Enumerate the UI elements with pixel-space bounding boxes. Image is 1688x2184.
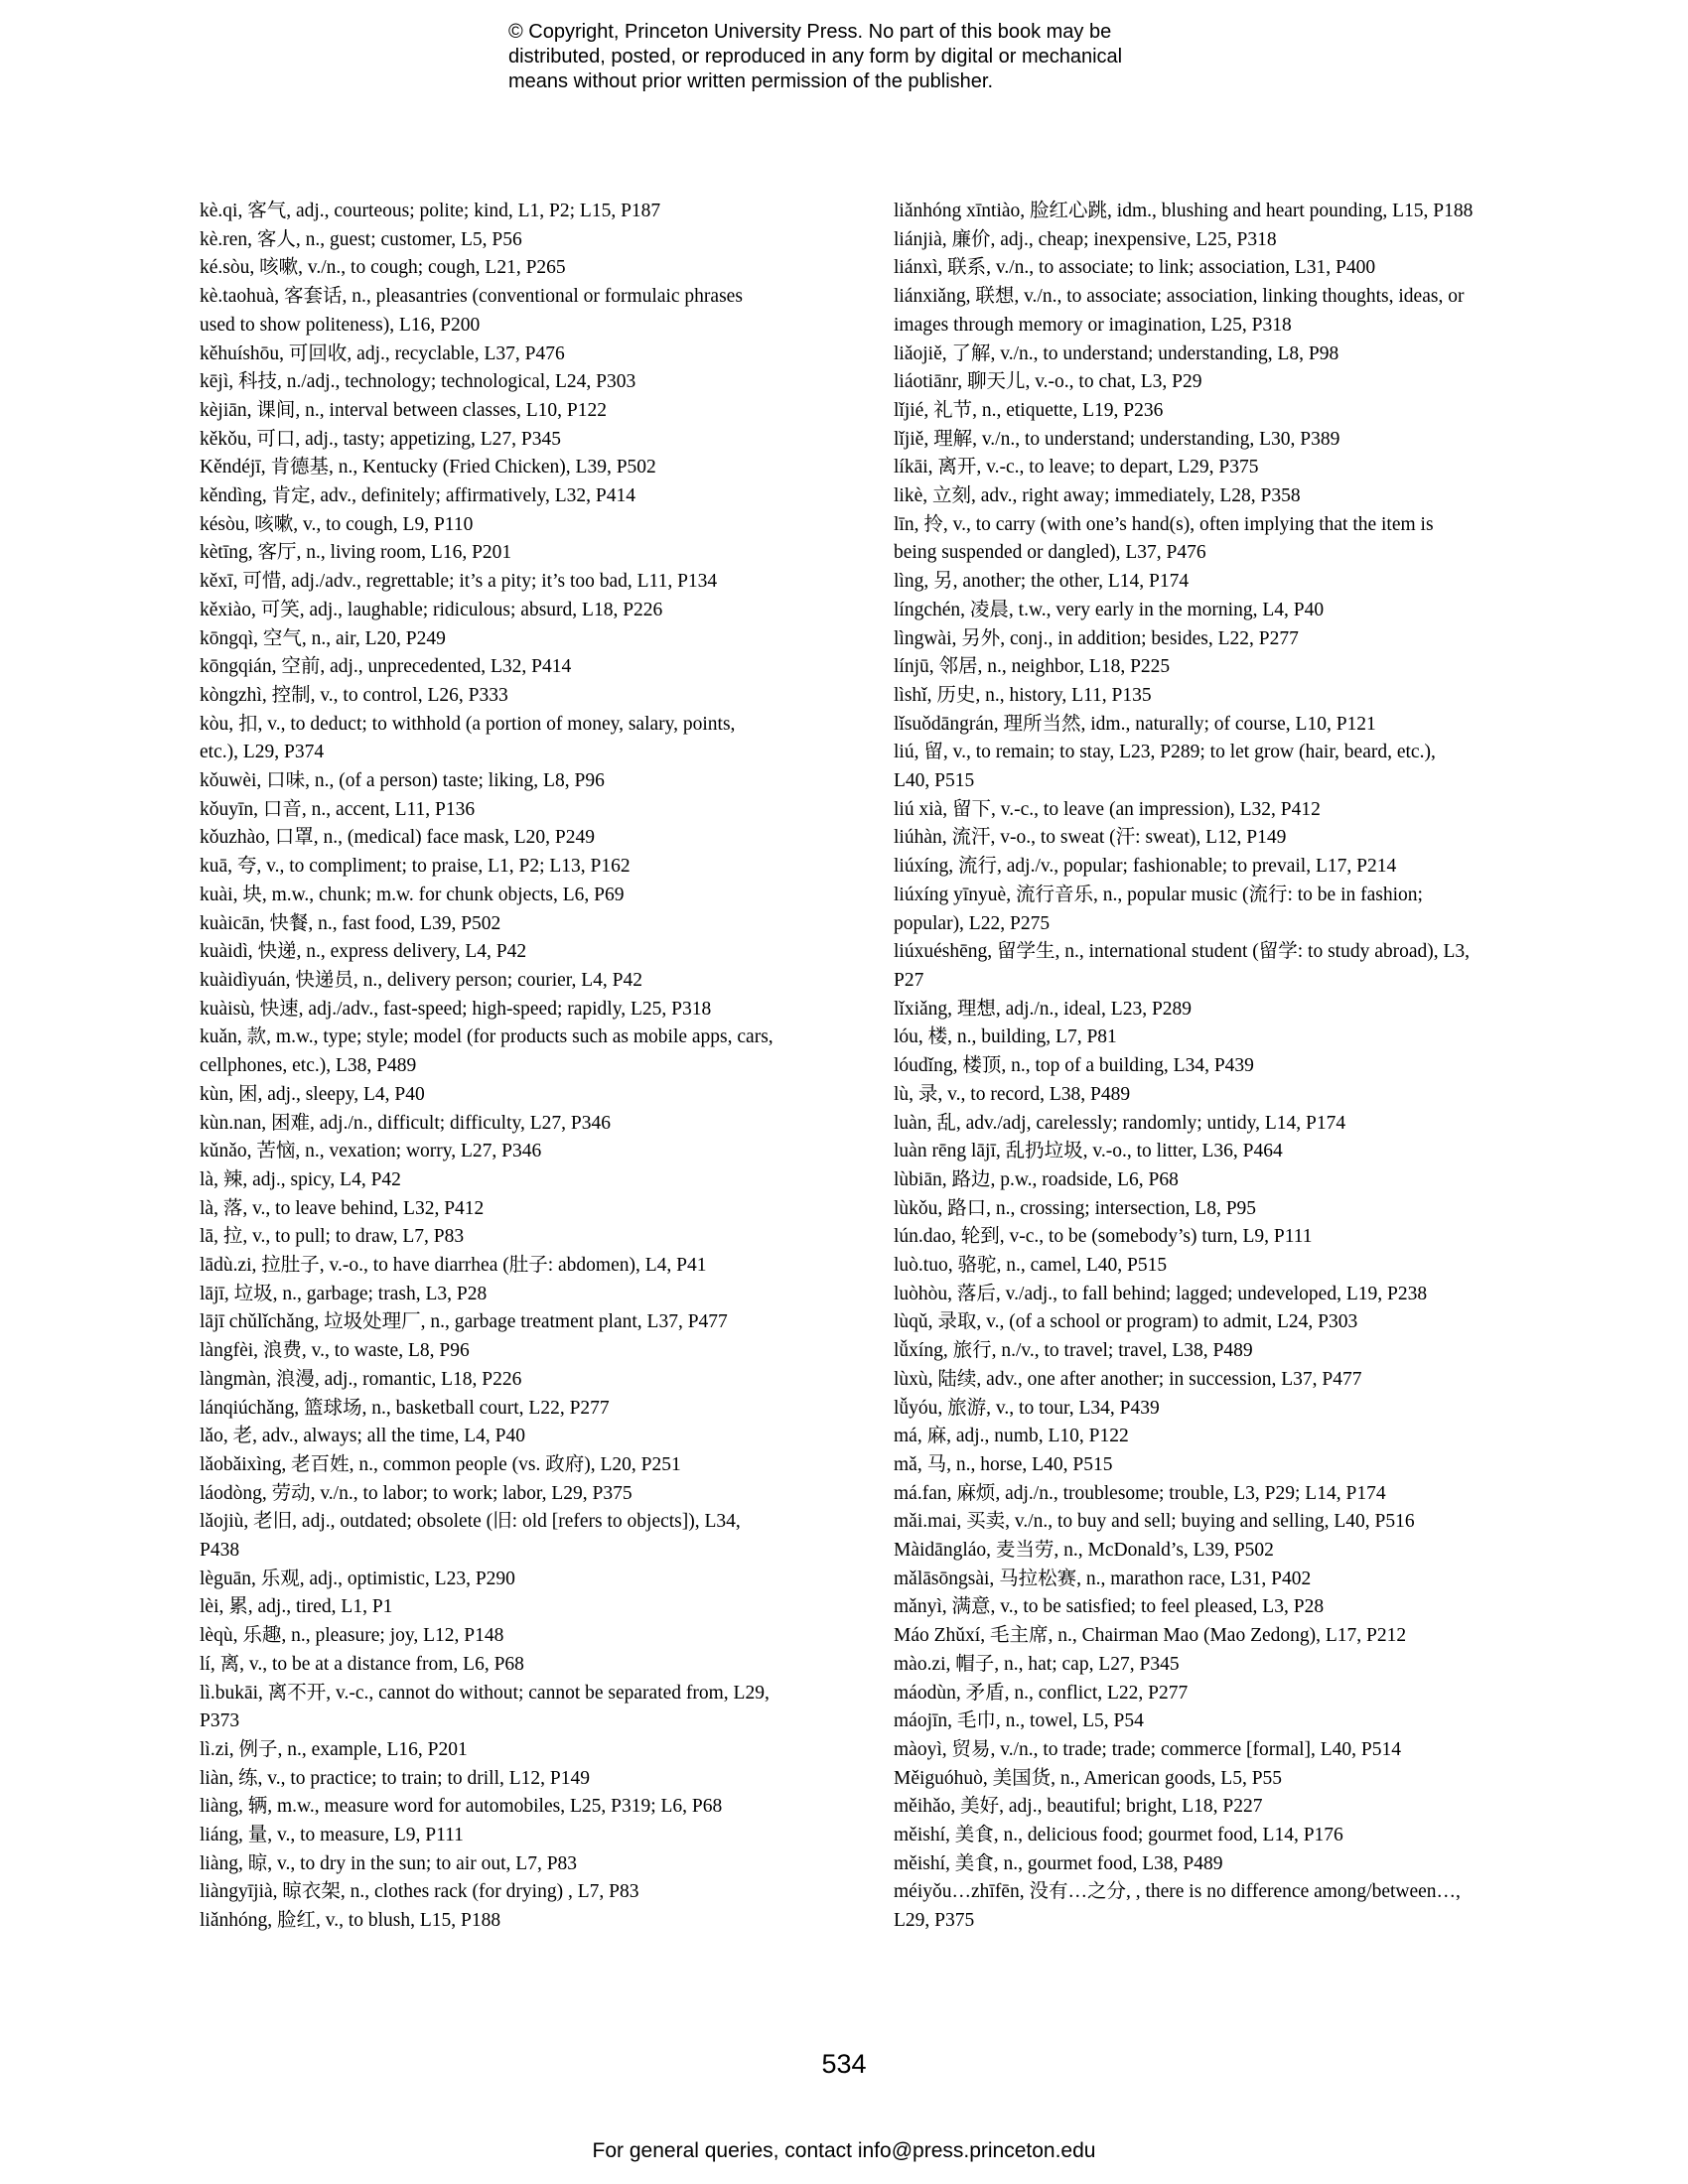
glossary-entry: láodòng, 劳动, v./n., to labor; to work; labor, L29, P375 xyxy=(200,1482,633,1504)
glossary-entry: mǎnyì, 满意, v., to be satisfied; to feel pleased, L3, P28 xyxy=(894,1596,1325,1618)
glossary-right-column xyxy=(894,198,1474,1936)
glossary-entry: lùxù, 陆续, adv., one after another; in succession, L37, P477 xyxy=(894,1368,1362,1390)
glossary-entry: Měiguóhuò, 美国货, n., American goods, L5, P55 xyxy=(894,1767,1283,1789)
glossary-entry: kǒuyīn, 口音, n., accent, L11, P136 xyxy=(200,798,476,820)
glossary-entry: liàng, 辆, m.w., measure word for automobiles, L25, P319; L6, P68 xyxy=(200,1796,723,1818)
glossary-entry: līn, 拎, v., to carry (with one’s hand(s), often implying that the item is being suspended or dangled), L37, P476 xyxy=(894,513,1434,564)
glossary-entry: línjū, 邻居, n., neighbor, L18, P225 xyxy=(894,656,1171,678)
glossary-entry: lǚyóu, 旅游, v., to tour, L34, P439 xyxy=(894,1397,1160,1419)
glossary-entry: méiyǒu…zhīfēn, 没有…之分, , there is no difference among/between…, L29, P375 xyxy=(894,1881,1461,1932)
glossary-entry: làngmàn, 浪漫, adj., romantic, L18, P226 xyxy=(200,1368,522,1390)
glossary-entry: kè.qi, 客气, adj., courteous; polite; kind, L1, P2; L15, P187 xyxy=(200,201,661,221)
glossary-entry: lóu, 楼, n., building, L7, P81 xyxy=(894,1026,1117,1048)
glossary-entry: měihǎo, 美好, adj., beautiful; bright, L18, P227 xyxy=(894,1796,1263,1818)
glossary-entry: lí, 离, v., to be at a distance from, L6, P68 xyxy=(200,1653,524,1675)
glossary-entry: kuàidìyuán, 快递员, n., delivery person; courier, L4, P42 xyxy=(200,969,643,991)
glossary-entry: lǐjié, 礼节, n., etiquette, L19, P236 xyxy=(894,399,1164,421)
glossary-entry: lājī chǔlǐchǎng, 垃圾处理厂, n., garbage treatment plant, L37, P477 xyxy=(200,1311,728,1333)
glossary-entry: kè.ren, 客人, n., guest; customer, L5, P56 xyxy=(200,228,522,250)
glossary-entry: lèi, 累, adj., tired, L1, P1 xyxy=(200,1596,393,1618)
footer-contact: For general queries, contact info@press.princeton.edu xyxy=(592,2139,1096,2162)
glossary-entry: liáotiānr, 聊天儿, v.-o., to chat, L3, P29 xyxy=(894,371,1202,393)
glossary-entry: máodùn, 矛盾, n., conflict, L22, P277 xyxy=(894,1682,1189,1704)
glossary-entry: kuǎn, 款, m.w., type; style; model (for products such as mobile apps, cars, cellphones, etc.), L38, P489 xyxy=(200,1026,774,1077)
glossary-entry: lǐxiǎng, 理想, adj./n., ideal, L23, P289 xyxy=(894,998,1193,1020)
glossary-entry: liàng, 晾, v., to dry in the sun; to air out, L7, P83 xyxy=(200,1852,578,1874)
glossary-entry: lùkǒu, 路口, n., crossing; intersection, L8, P95 xyxy=(894,1197,1257,1219)
glossary-entry: luàn rēng lājī, 乱扔垃圾, v.-o., to litter, L36, P464 xyxy=(894,1141,1283,1162)
glossary-entry: kuā, 夸, v., to compliment; to praise, L1, P2; L13, P162 xyxy=(200,856,631,878)
glossary-entry: Màidāngláo, 麦当劳, n., McDonald’s, L39, P502 xyxy=(894,1540,1274,1562)
glossary-entry: kǒuzhào, 口罩, n., (medical) face mask, L20, P249 xyxy=(200,827,596,849)
glossary-entry: likè, 立刻, adv., right away; immediately, L28, P358 xyxy=(894,485,1301,507)
glossary-entry: kěxiào, 可笑, adj., laughable; ridiculous; absurd, L18, P226 xyxy=(200,599,663,620)
glossary-entry: là, 辣, adj., spicy, L4, P42 xyxy=(200,1168,401,1190)
glossary-entry: liánxì, 联系, v./n., to associate; to link; association, L31, P400 xyxy=(894,257,1376,279)
glossary-entry: liǎnhóng, 脸红, v., to blush, L15, P188 xyxy=(200,1910,501,1932)
glossary-entry: liúxuéshēng, 留学生, n., international student (留学: to study abroad), L3, P27 xyxy=(894,941,1471,991)
glossary-entry: kējì, 科技, n./adj., technology; technological, L24, P303 xyxy=(200,371,636,393)
glossary-entry: kùn.nan, 困难, adj./n., difficult; difficulty, L27, P346 xyxy=(200,1112,611,1134)
glossary-entry: liúhàn, 流汗, v-o., to sweat (汗: sweat), L12, P149 xyxy=(894,827,1287,849)
glossary-entry: lǎobǎixìng, 老百姓, n., common people (vs. 政府), L20, P251 xyxy=(200,1453,681,1475)
glossary-entry: kěhuíshōu, 可回收, adj., recyclable, L37, P476 xyxy=(200,342,565,364)
glossary-entry: língchén, 凌晨, t.w., very early in the morning, L4, P40 xyxy=(894,599,1325,620)
glossary-entry: màoyì, 贸易, v./n., to trade; trade; commerce [formal], L40, P514 xyxy=(894,1738,1402,1760)
copyright-line: distributed, posted, or reproduced in any form by digital or mechanical xyxy=(508,46,1123,68)
glossary-entry: lùqǔ, 录取, v., (of a school or program) to admit, L24, P303 xyxy=(894,1311,1358,1333)
glossary-entry: lǐsuǒdāngrán, 理所当然, idm., naturally; of course, L10, P121 xyxy=(894,713,1376,735)
glossary-entry: lún.dao, 轮到, v-c., to be (somebody’s) turn, L9, P111 xyxy=(894,1226,1313,1248)
glossary-entry: lǎojiù, 老旧, adj., outdated; obsolete (旧: old [refers to objects]), L34, P438 xyxy=(200,1511,741,1562)
glossary-entry: lìng, 另, another; the other, L14, P174 xyxy=(894,571,1190,593)
glossary-entry: kèjiān, 课间, n., interval between classes, L10, P122 xyxy=(200,399,607,421)
glossary-entry: kuàidì, 快递, n., express delivery, L4, P42 xyxy=(200,941,527,963)
glossary-entry: liǎnhóng xīntiào, 脸红心跳, idm., blushing and heart pounding, L15, P188 xyxy=(894,201,1474,221)
copyright-notice xyxy=(508,20,1223,94)
glossary-entry: làngfèi, 浪费, v., to waste, L8, P96 xyxy=(200,1340,470,1362)
glossary-entry: là, 落, v., to leave behind, L32, P412 xyxy=(200,1197,485,1219)
glossary-entry: kòngzhì, 控制, v., to control, L26, P333 xyxy=(200,684,508,706)
glossary-entry: lùbiān, 路边, p.w., roadside, L6, P68 xyxy=(894,1168,1179,1190)
glossary-entry: Kěndéjī, 肯德基, n., Kentucky (Fried Chicken), L39, P502 xyxy=(200,457,656,478)
glossary-entry: máojīn, 毛巾, n., towel, L5, P54 xyxy=(894,1710,1144,1732)
glossary-entry: mǎlāsōngsài, 马拉松赛, n., marathon race, L31, P402 xyxy=(894,1568,1312,1589)
glossary-entry: lì.zi, 例子, n., example, L16, P201 xyxy=(200,1738,468,1760)
glossary-entry: kuàisù, 快速, adj./adv., fast-speed; high-speed; rapidly, L25, P318 xyxy=(200,998,712,1020)
glossary-entry: luàn, 乱, adv./adj, carelessly; randomly; untidy, L14, P174 xyxy=(894,1112,1346,1134)
glossary-entry: ké.sòu, 咳嗽, v./n., to cough; cough, L21, P265 xyxy=(200,257,566,279)
glossary-entry: liáng, 量, v., to measure, L9, P111 xyxy=(200,1825,464,1846)
glossary-entry: liánjià, 廉价, adj., cheap; inexpensive, L25, P318 xyxy=(894,228,1277,250)
glossary-entry: lù, 录, v., to record, L38, P489 xyxy=(894,1083,1131,1105)
glossary-entry: kěndìng, 肯定, adv., definitely; affirmatively, L32, P414 xyxy=(200,485,636,507)
glossary-entry: kěxī, 可惜, adj./adv., regrettable; it’s a pity; it’s too bad, L11, P134 xyxy=(200,571,718,593)
glossary-entry: lóudǐng, 楼顶, n., top of a building, L34, P439 xyxy=(894,1055,1254,1077)
glossary-entry: kòu, 扣, v., to deduct; to withhold (a portion of money, salary, points, etc.), L29, P374 xyxy=(200,713,736,763)
copyright-line: means without prior written permission of the publisher. xyxy=(508,70,994,92)
glossary-entry: liúxíng yīnyuè, 流行音乐, n., popular music (流行: to be in fashion; popular), L22, P275 xyxy=(894,884,1423,934)
glossary-entry: luò.tuo, 骆驼, n., camel, L40, P515 xyxy=(894,1255,1168,1277)
glossary-left-column xyxy=(200,198,777,1936)
glossary-entry: lì.bukāi, 离不开, v.-c., cannot do without; cannot be separated from, L29, P373 xyxy=(200,1682,770,1732)
copyright-line: © Copyright, Princeton University Press. No part of this book may be xyxy=(508,21,1112,43)
glossary-entry: lājī, 垃圾, n., garbage; trash, L3, P28 xyxy=(200,1283,488,1304)
glossary-entry: lǐjiě, 理解, v./n., to understand; understanding, L30, P389 xyxy=(894,428,1340,450)
glossary-entry: lìngwài, 另外, conj., in addition; besides, L22, P277 xyxy=(894,627,1299,649)
glossary-entry: kètīng, 客厅, n., living room, L16, P201 xyxy=(200,542,512,564)
glossary-entry: lā, 拉, v., to pull; to draw, L7, P83 xyxy=(200,1226,465,1248)
glossary-entry: luòhòu, 落后, v./adj., to fall behind; lagged; undeveloped, L19, P238 xyxy=(894,1283,1428,1304)
glossary-entry: Máo Zhǔxí, 毛主席, n., Chairman Mao (Mao Zedong), L17, P212 xyxy=(894,1625,1407,1647)
glossary-entry: kōngqì, 空气, n., air, L20, P249 xyxy=(200,627,446,649)
glossary-entry: měishí, 美食, n., delicious food; gourmet food, L14, P176 xyxy=(894,1825,1343,1846)
glossary-entry: lèguān, 乐观, adj., optimistic, L23, P290 xyxy=(200,1568,515,1589)
glossary-entry: líkāi, 离开, v.-c., to leave; to depart, L29, P375 xyxy=(894,457,1259,478)
glossary-entry: mào.zi, 帽子, n., hat; cap, L27, P345 xyxy=(894,1653,1180,1675)
glossary-entry: lādù.zi, 拉肚子, v.-o., to have diarrhea (肚子: abdomen), L4, P41 xyxy=(200,1255,707,1277)
glossary-entry: kùn, 困, adj., sleepy, L4, P40 xyxy=(200,1083,425,1105)
glossary-entry: liǎojiě, 了解, v./n., to understand; understanding, L8, P98 xyxy=(894,342,1339,364)
glossary-entry: kè.taohuà, 客套话, n., pleasantries (conventional or formulaic phrases used to show politeness), L16, P200 xyxy=(200,286,743,336)
glossary-entry: liú, 留, v., to remain; to stay, L23, P289; to let grow (hair, beard, etc.), L40, P515 xyxy=(894,742,1436,792)
glossary-entry: kǒuwèi, 口味, n., (of a person) taste; liking, L8, P96 xyxy=(200,770,605,792)
glossary-entry: lǎo, 老, adv., always; all the time, L4, P40 xyxy=(200,1426,526,1447)
glossary-entry: kěkǒu, 可口, adj., tasty; appetizing, L27, P345 xyxy=(200,428,561,450)
glossary-entry: késòu, 咳嗽, v., to cough, L9, P110 xyxy=(200,513,474,535)
glossary-entry: liú xià, 留下, v.-c., to leave (an impression), L32, P412 xyxy=(894,798,1321,820)
glossary-entry: kuàicān, 快餐, n., fast food, L39, P502 xyxy=(200,912,501,934)
glossary-entry: měishí, 美食, n., gourmet food, L38, P489 xyxy=(894,1852,1223,1874)
glossary-entry: kǔnǎo, 苦恼, n., vexation; worry, L27, P346 xyxy=(200,1141,542,1162)
glossary-entry: liàngyījià, 晾衣架, n., clothes rack (for drying) , L7, P83 xyxy=(200,1881,639,1903)
page-number: 534 xyxy=(821,2049,867,2079)
glossary-entry: má, 麻, adj., numb, L10, P122 xyxy=(894,1426,1129,1447)
glossary-entry: lánqiúchǎng, 篮球场, n., basketball court, L22, P277 xyxy=(200,1397,610,1419)
glossary-entry: mǎi.mai, 买卖, v./n., to buy and sell; buying and selling, L40, P516 xyxy=(894,1511,1415,1533)
glossary-entry: liánxiǎng, 联想, v./n., to associate; association, linking thoughts, ideas, or images through memory or imagination, L25, P318 xyxy=(894,286,1465,336)
glossary-entry: lìshǐ, 历史, n., history, L11, P135 xyxy=(894,684,1152,706)
glossary-entry: kōngqián, 空前, adj., unprecedented, L32, P414 xyxy=(200,656,572,678)
glossary-entry: lèqù, 乐趣, n., pleasure; joy, L12, P148 xyxy=(200,1625,504,1647)
glossary-entry: liúxíng, 流行, adj./v., popular; fashionable; to prevail, L17, P214 xyxy=(894,856,1397,878)
glossary-entry: kuài, 块, m.w., chunk; m.w. for chunk objects, L6, P69 xyxy=(200,884,625,905)
glossary-entry: má.fan, 麻烦, adj./n., troublesome; trouble, L3, P29; L14, P174 xyxy=(894,1482,1386,1504)
glossary-entry: mǎ, 马, n., horse, L40, P515 xyxy=(894,1453,1113,1475)
glossary-entry: lǚxíng, 旅行, n./v., to travel; travel, L38, P489 xyxy=(894,1340,1253,1362)
glossary-entry: liàn, 练, v., to practice; to train; to drill, L12, P149 xyxy=(200,1767,590,1789)
